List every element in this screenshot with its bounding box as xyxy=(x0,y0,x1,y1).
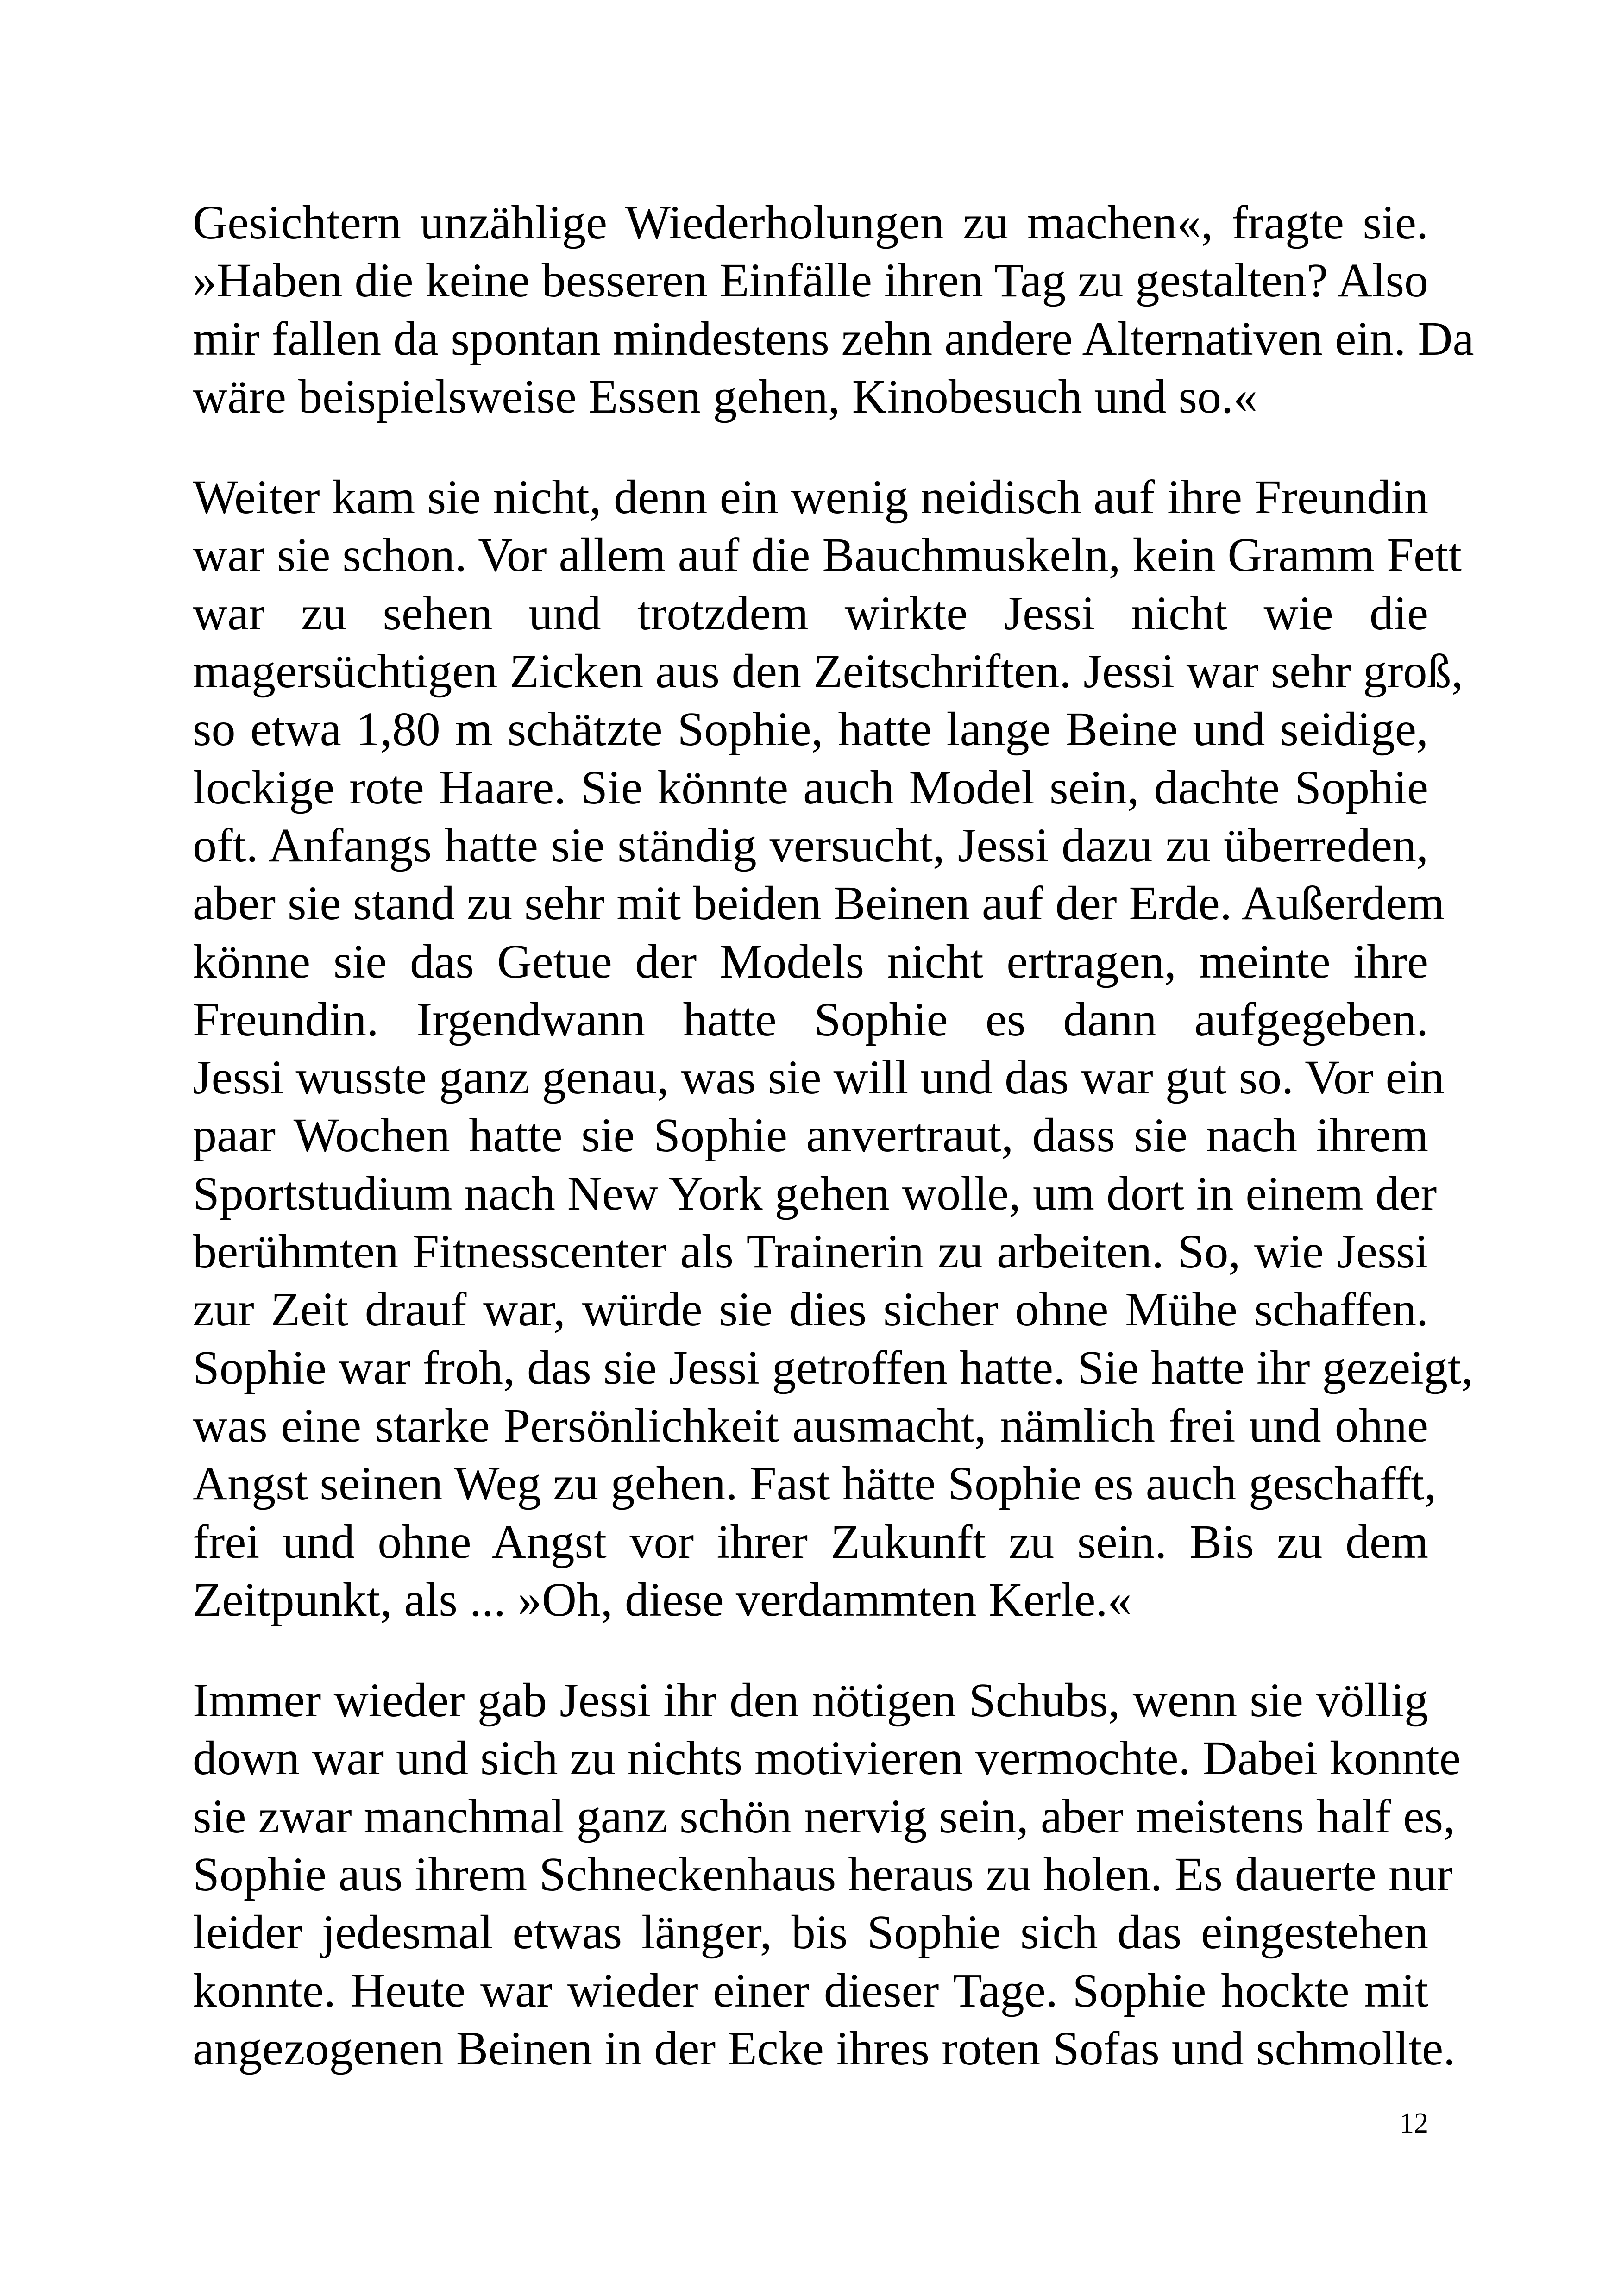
text-line: war sie schon. Vor allem auf die Bauchmuskeln, kein Gramm Fett xyxy=(193,528,1462,582)
text-line: Sophie aus ihrem Schneckenhaus heraus zu holen. Es dauerte nur xyxy=(193,1848,1453,1901)
body-text xyxy=(193,194,1474,2077)
text-line: war zu sehen und trotzdem wirkte Jessi nicht wie die xyxy=(193,586,1428,640)
text-line: down war und sich zu nichts motivieren vermochte. Dabei konnte xyxy=(193,1731,1461,1785)
text-line: leider jedesmal etwas länger, bis Sophie sich das eingestehen xyxy=(193,1906,1428,1959)
text-line: Immer wieder gab Jessi ihr den nötigen Schubs, wenn sie völlig xyxy=(193,1674,1428,1727)
text-line: konnte. Heute war wieder einer dieser Tage. Sophie hockte mit xyxy=(193,1964,1428,2017)
text-line: Weiter kam sie nicht, denn ein wenig neidisch auf ihre Freundin xyxy=(193,470,1428,524)
text-line: »Haben die keine besseren Einfälle ihren Tag zu gestalten? Also xyxy=(193,254,1428,307)
text-line: paar Wochen hatte sie Sophie anvertraut, dass sie nach ihrem xyxy=(193,1109,1428,1162)
text-line: Sophie war froh, das sie Jessi getroffen hatte. Sie hatte ihr gezeigt, xyxy=(193,1341,1473,1394)
text-line: könne sie das Getue der Models nicht ertragen, meinte ihre xyxy=(193,935,1428,988)
text-line: frei und ohne Angst vor ihrer Zukunft zu sein. Bis zu dem xyxy=(193,1515,1428,1568)
text-line: zur Zeit drauf war, würde sie dies sicher ohne Mühe schaffen. xyxy=(193,1283,1428,1336)
text-line: angezogenen Beinen in der Ecke ihres roten Sofas und schmollte. xyxy=(193,2021,1456,2075)
text-line: berühmten Fitnesscenter als Trainerin zu arbeiten. So, wie Jessi xyxy=(193,1225,1428,1279)
text-line: Gesichtern unzählige Wiederholungen zu machen«, fragte sie. xyxy=(193,196,1428,249)
paragraph-2 xyxy=(193,468,1473,1629)
text-line: so etwa 1,80 m schätzte Sophie, hatte lange Beine und seidige, xyxy=(193,703,1428,756)
page-number: 12 xyxy=(1400,2108,1428,2139)
text-line: lockige rote Haare. Sie könnte auch Model sein, dachte Sophie xyxy=(193,760,1428,814)
text-line: Sportstudium nach New York gehen wolle, um dort in einem der xyxy=(193,1167,1437,1220)
text-line: Freundin. Irgendwann hatte Sophie es dann aufgegeben. xyxy=(193,992,1428,1046)
paragraph-3 xyxy=(193,1671,1461,2077)
text-line: wäre beispielsweise Essen gehen, Kinobesuch und so.« xyxy=(193,370,1258,423)
text-line: sie zwar manchmal ganz schön nervig sein, aber meistens half es, xyxy=(193,1789,1456,1843)
text-line: Angst seinen Weg zu gehen. Fast hätte Sophie es auch geschafft, xyxy=(193,1457,1437,1511)
text-line: Zeitpunkt, als ... »Oh, diese verdammten Kerle.« xyxy=(193,1573,1132,1626)
text-line: was eine starke Persönlichkeit ausmacht, nämlich frei und ohne xyxy=(193,1399,1428,1452)
paragraph-1 xyxy=(193,194,1474,426)
text-line: mir fallen da spontan mindestens zehn andere Alternativen ein. Da xyxy=(193,312,1474,365)
text-line: Jessi wusste ganz genau, was sie will und das war gut so. Vor ein xyxy=(193,1051,1445,1104)
text-line: oft. Anfangs hatte sie ständig versucht, Jessi dazu zu überreden, xyxy=(193,818,1428,872)
text-line: magersüchtigen Zicken aus den Zeitschriften. Jessi war sehr groß, xyxy=(193,645,1464,698)
text-line: aber sie stand zu sehr mit beiden Beinen auf der Erde. Außerdem xyxy=(193,877,1445,930)
